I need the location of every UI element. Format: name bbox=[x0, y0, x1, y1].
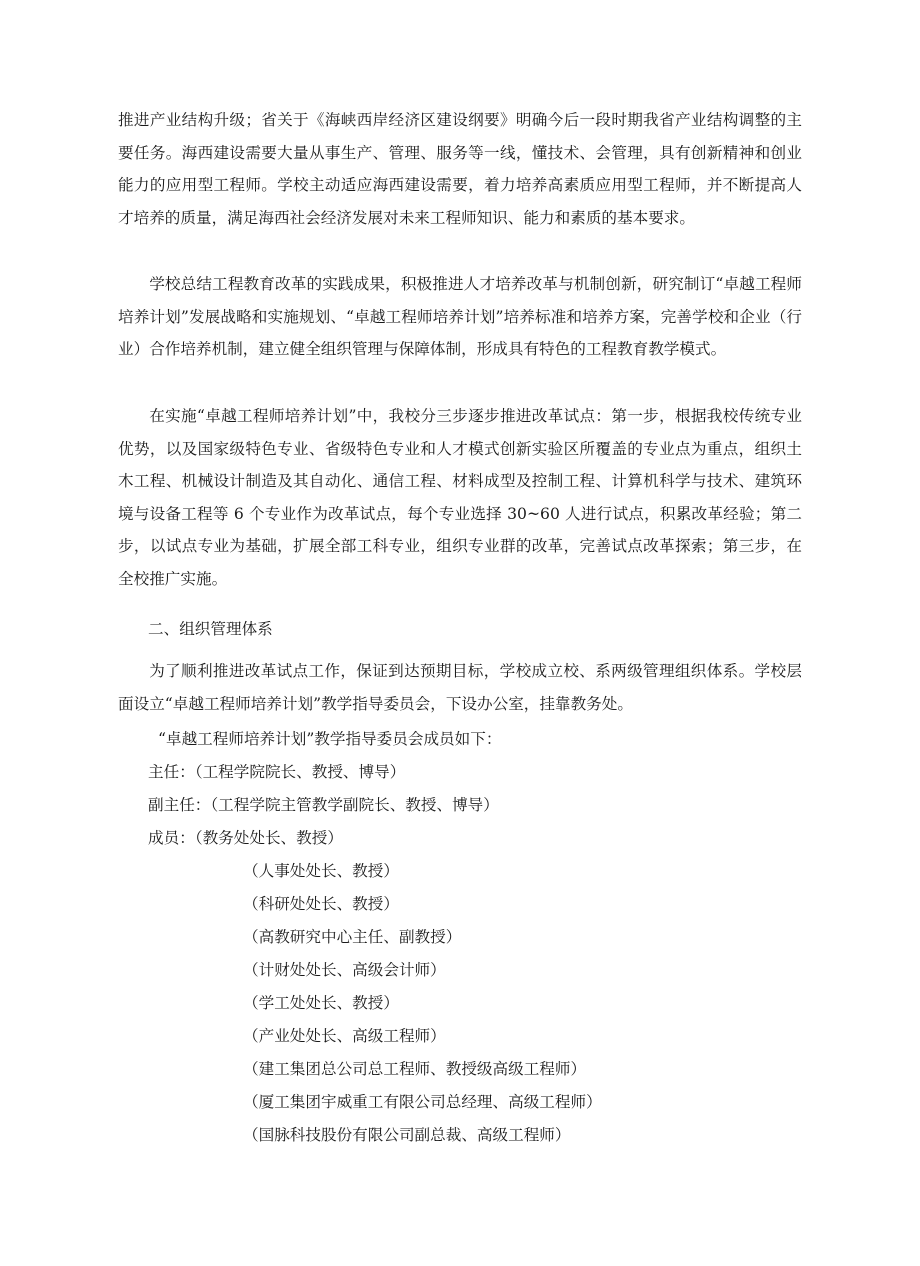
committee-member: （科研处处长、教授） bbox=[243, 895, 399, 913]
paragraph-pilot-steps: 在实施“卓越工程师培养计划”中，我校分三步逐步推进改革试点：第一步，根据我校传统专业优势，以及国家级特色专业、省级特色专业和人才模式创新实验区所覆盖的专业点为重点，组织土木工程、机械设计制造及其自动化、通信工程、材料成型及控制工程、计算机科学与技术、建筑环境与设备工程等 6 个专业作为改革试点，每个专业选择 30~60 人进行试点，积累改革经验；第二步，以试点专业为基础，扩展全部工科专业，组织专业群的改革，完善试点改革探索；第三步，在全校推广实施。 bbox=[118, 407, 802, 588]
paragraph-industry-upgrade: 推进产业结构升级；省关于《海峡西岸经济区建设纲要》明确今后一段时期我省产业结构调整的主要任务。海西建设需要大量从事生产、管理、服务等一线，懂技术、会管理，具有创新精神和创业能力的应用型工程师。学校主动适应海西建设需要，着力培养高素质应用型工程师，并不断提高人才培养的质量，满足海西社会经济发展对未来工程师知识、能力和素质的基本要求。 bbox=[118, 111, 802, 227]
committee-member: （计财处处长、高级会计师） bbox=[243, 961, 446, 979]
committee-intro: “卓越工程师培养计划”教学指导委员会成员如下： bbox=[158, 730, 502, 748]
committee-member: （高教研究中心主任、副教授） bbox=[243, 928, 462, 946]
committee-member: （建工集团总公司总工程师、教授级高级工程师） bbox=[243, 1060, 587, 1078]
committee-members-label: 成员：（教务处处长、教授） bbox=[148, 829, 343, 847]
committee-deputy-director: 副主任：（工程学院主管教学副院长、教授、博导） bbox=[148, 796, 499, 814]
committee-director: 主任：（工程学院院长、教授、博导） bbox=[148, 763, 406, 781]
committee-member: （产业处处长、高级工程师） bbox=[243, 1027, 446, 1045]
paragraph-management-system: 为了顺利推进改革试点工作，保证到达预期目标，学校成立校、系两级管理组织体系。学校层面设立“卓越工程师培养计划”教学指导委员会，下设办公室，挂靠教务处。 bbox=[118, 662, 802, 713]
section-heading: 二、组织管理体系 bbox=[148, 620, 273, 638]
committee-member: （国脉科技股份有限公司副总裁、高级工程师） bbox=[243, 1126, 571, 1144]
committee-member: （厦工集团宇威重工有限公司总经理、高级工程师） bbox=[243, 1093, 602, 1111]
committee-member: （人事处处长、教授） bbox=[243, 862, 399, 880]
committee-member: （学工处处长、教授） bbox=[243, 994, 399, 1012]
paragraph-education-reform: 学校总结工程教育改革的实践成果，积极推进人才培养改革与机制创新，研究制订“卓越工程师培养计划”发展战略和实施规划、“卓越工程师培养计划”培养标准和培养方案，完善学校和企业（行业）合作培养机制，建立健全组织管理与保障体制，形成具有特色的工程教育教学模式。 bbox=[118, 275, 802, 359]
